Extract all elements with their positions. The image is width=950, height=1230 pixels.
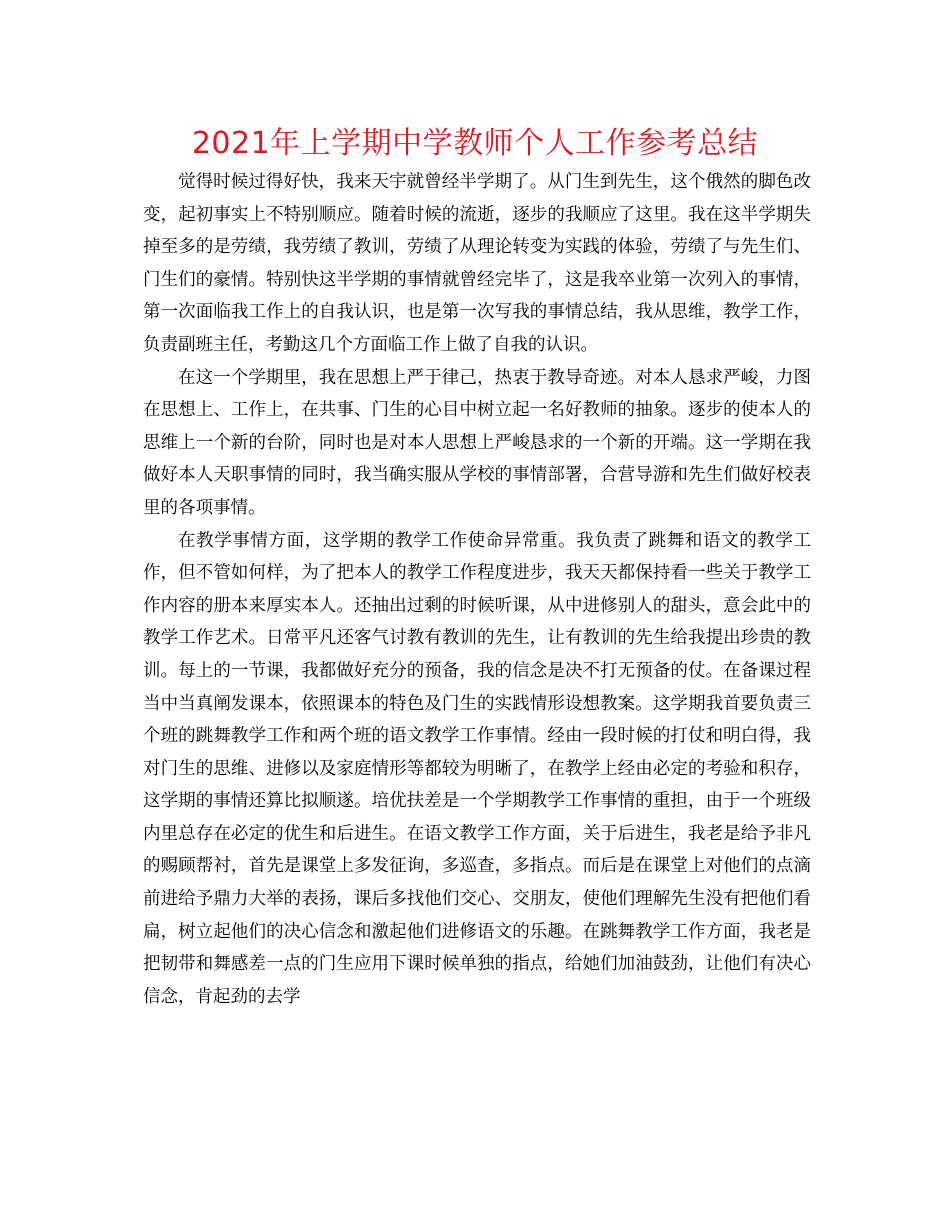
paragraph: 在这一个学期里，我在思想上严于律己，热衷于教导奇迹。对本人恳求严峻，力图在思想上、工作上，在共事、门生的心目中树立起一名好教师的抽象。逐步的使本人的思维上一个新的台阶，同时也是对本人思想上严峻恳求的一个新的开端。这一学期在我做好本人天职事情的同时，我当确实服从学校的事情部署，合营导游和先生们做好校表里的各项事情。: [143, 367, 811, 518]
paragraph: 觉得时候过得好快，我来天宇就曾经半学期了。从门生到先生，这个俄然的脚色改变，起初事实上不特别顺应。随着时候的流逝，逐步的我顺应了这里。我在这半学期失掉至多的是劳绩，我劳绩了教训，劳绩了从理论转变为实践的体验，劳绩了与先生们、门生们的豪情。特别快这半学期的事情就曾经完毕了，这是我卒业第一次列入的事情，第一次面临我工作上的自我认识，也是第一次写我的事情总结，我从思维，教学工作，负责副班主任，考勤这几个方面临工作上做了自我的认识。: [143, 172, 811, 355]
document-title: 2021年上学期中学教师个人工作参考总结: [191, 126, 759, 161]
document-body: [143, 166, 811, 1013]
paragraph: 在教学事情方面，这学期的教学工作使命异常重。我负责了跳舞和语文的教学工作，但不管如何样，为了把本人的教学工作程度进步，我天天都保持看一些关于教学工作内容的册本来厚实本人。还抽出过剩的时候听课，从中进修别人的甜头，意会此中的教学工作艺术。日常平凡还客气讨教有教训的先生，让有教训的先生给我提出珍贵的教训。每上的一节课，我都做好充分的预备，我的信念是决不打无预备的仗。在备课过程当中当真阐发课本，依照课本的特色及门生的实践情形设想教案。这学期我首要负责三个班的跳舞教学工作和两个班的语文教学工作事情。经由一段时候的打仗和明白得，我对门生的思维、进修以及家庭情形等都较为明晰了，在教学上经由必定的考验和积存，这学期的事情还算比拟顺遂。培优扶差是一个学期教学工作事情的重担，由于一个班级内里总存在必定的优生和后进生。在语文教学工作方面，关于后进生，我老是给予非凡的赐顾帮衬，首先是课堂上多发征询，多巡查，多指点。而后是在课堂上对他们的点滴前进给予鼎力大举的表扬，课后多找他们交心、交朋友，使他们理解先生没有把他们看扁，树立起他们的决心信念和激起他们进修语文的乐趣。在跳舞教学工作方面，我老是把韧带和舞感差一点的门生应用下课时候单独的指点，给她们加油鼓劲，让他们有决心信念，肯起劲的去学: [143, 530, 811, 1007]
